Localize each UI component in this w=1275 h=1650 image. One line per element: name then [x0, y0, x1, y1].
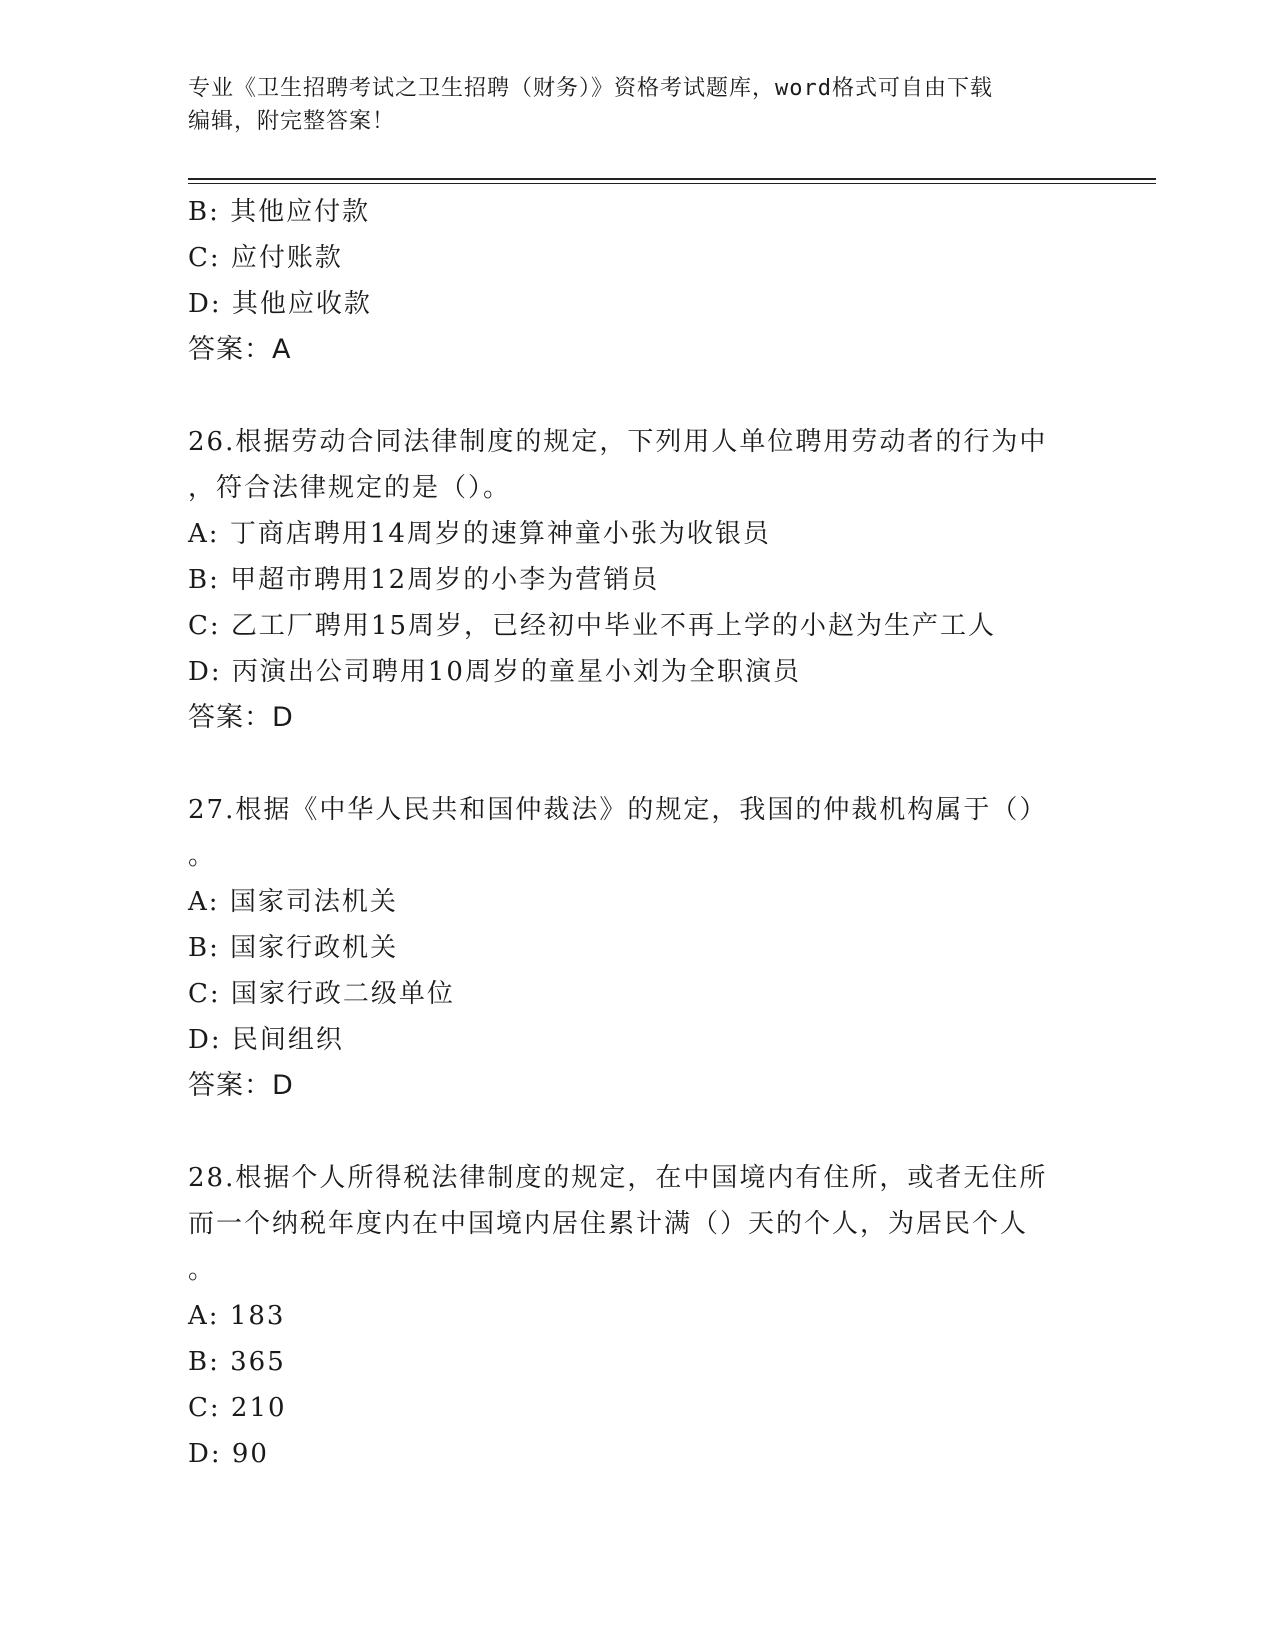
- answer-line: 答案：A: [188, 334, 292, 365]
- question-list: [188, 189, 1088, 1477]
- question-stem-line: 27.根据《中华人民共和国仲裁法》的规定，我国的仲裁机构属于（）: [188, 795, 1048, 825]
- question-stem-line: ，符合法律规定的是（）。: [188, 473, 512, 503]
- answer-line: 答案：D: [188, 702, 294, 733]
- answer-line: 答案：D: [188, 1070, 294, 1101]
- question-stem-line: 26.根据劳动合同法律制度的规定，下列用人单位聘用劳动者的行为中: [188, 427, 1048, 457]
- question-26: [188, 419, 1088, 741]
- question-27: [188, 787, 1088, 1109]
- option-c: C: 210: [188, 1393, 287, 1423]
- option-c: C: 国家行政二级单位: [188, 979, 455, 1009]
- option-d: D: 90: [188, 1439, 269, 1469]
- option-d: D: 丙演出公司聘用10周岁的童星小刘为全职演员: [188, 657, 801, 687]
- question-stem-line: 而一个纳税年度内在中国境内居住累计满（）天的个人，为居民个人: [188, 1209, 1029, 1239]
- question-stem-line: 28.根据个人所得税法律制度的规定，在中国境内有住所，或者无住所: [188, 1163, 1048, 1193]
- page-header: [188, 72, 1088, 138]
- option-a: A: 183: [188, 1301, 286, 1331]
- option-c: C: 应付账款: [188, 243, 343, 273]
- option-d: D: 民间组织: [188, 1025, 344, 1055]
- option-b: B: 甲超市聘用12周岁的小李为营销员: [188, 565, 660, 595]
- option-b: B: 国家行政机关: [188, 933, 399, 963]
- option-a: A: 国家司法机关: [188, 887, 398, 917]
- header-divider-thick: [188, 178, 1156, 180]
- option-c: C: 乙工厂聘用15周岁，已经初中毕业不再上学的小赵为生产工人: [188, 611, 997, 641]
- option-d: D: 其他应收款: [188, 289, 372, 319]
- option-b: B: 其他应付款: [188, 197, 371, 227]
- question-25-tail: [188, 189, 1088, 373]
- header-divider-thin: [188, 183, 1156, 184]
- question-stem-line: 。: [188, 841, 217, 871]
- question-stem-line: 。: [188, 1255, 217, 1285]
- question-28: [188, 1155, 1088, 1477]
- header-line-1: 专业《卫生招聘考试之卫生招聘（财务）》资格考试题库，word格式可自由下载: [188, 76, 993, 101]
- option-a: A: 丁商店聘用14周岁的速算神童小张为收银员: [188, 519, 771, 549]
- header-line-2: 编辑，附完整答案！: [188, 109, 396, 134]
- option-b: B: 365: [188, 1347, 286, 1377]
